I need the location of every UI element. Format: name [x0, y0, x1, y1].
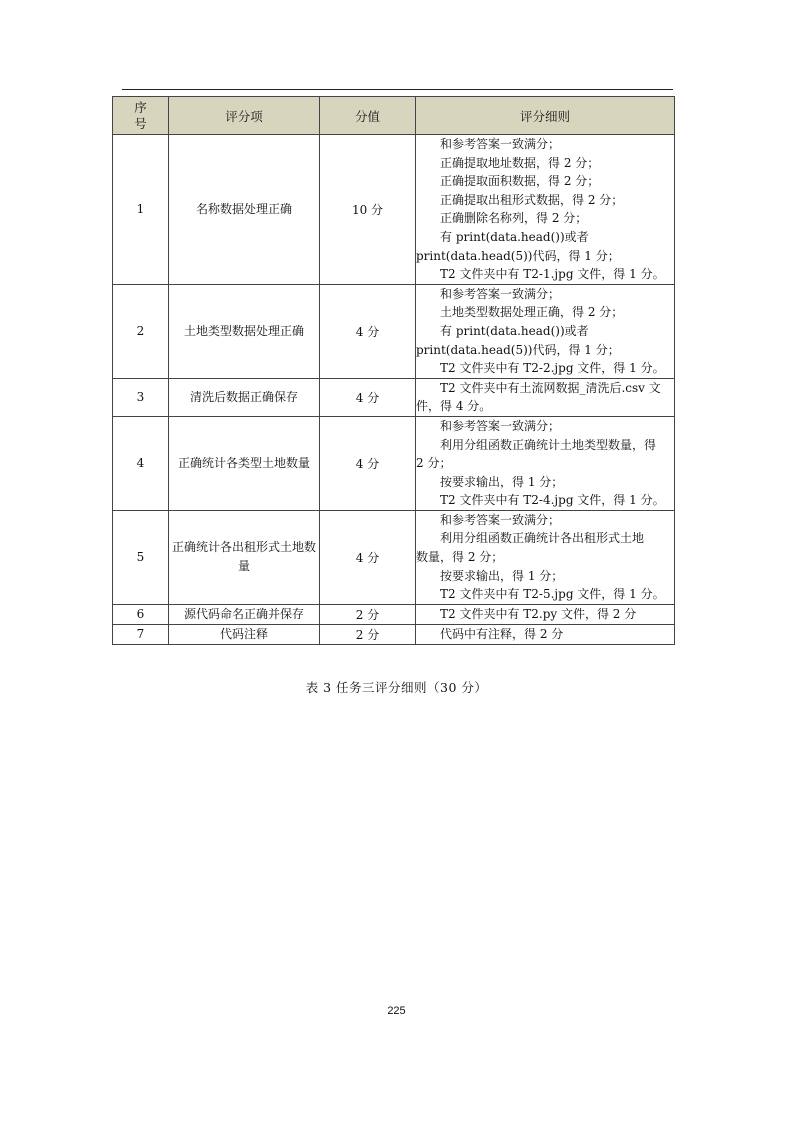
row-rules: [416, 378, 675, 416]
rule-line: T2 文件夹中有 T2-4.jpg 文件，得 1 分。: [440, 493, 665, 508]
rule-line: 件，得 4 分。: [416, 399, 492, 414]
rule-line: 和参考答案一致满分；: [440, 418, 561, 433]
row-seq: 7: [113, 624, 169, 644]
rule-line: T2 文件夹中有 T2-2.jpg 文件，得 1 分。: [440, 361, 665, 376]
row-score: 2 分: [320, 624, 416, 644]
rule-line: T2 文件夹中有 T2.py 文件，得 2 分: [440, 607, 637, 622]
rule-line: T2 文件夹中有 T2-5.jpg 文件，得 1 分。: [440, 587, 665, 602]
header-seq: [113, 97, 169, 135]
table-row: [113, 510, 675, 604]
rule-line: 和参考答案一致满分；: [440, 286, 561, 301]
row-item: 源代码命名正确并保存: [169, 604, 320, 624]
row-seq: 3: [113, 378, 169, 416]
row-score: 4 分: [320, 416, 416, 510]
header-score: 分值: [320, 97, 416, 135]
rule-line: 按要求输出，得 1 分；: [440, 568, 564, 583]
header-rule: [122, 89, 673, 90]
rule-line: 利用分组函数正确统计各出租形式土地: [440, 531, 645, 546]
scoring-table: [112, 96, 675, 645]
row-item: 代码注释: [169, 624, 320, 644]
rule-line: 数量，得 2 分；: [416, 550, 504, 565]
row-item: 土地类型数据处理正确: [169, 284, 320, 378]
row-item: 名称数据处理正确: [169, 135, 320, 285]
row-rules: [416, 135, 675, 285]
row-seq: 4: [113, 416, 169, 510]
header-rules: 评分细则: [416, 97, 675, 135]
rule-line: print(data.head(5))代码，得 1 分；: [416, 248, 620, 263]
rule-line: 按要求输出，得 1 分；: [440, 474, 564, 489]
table-row: [113, 624, 675, 644]
row-score: 4 分: [320, 284, 416, 378]
rule-line: 正确提取面积数据，得 2 分；: [440, 174, 600, 189]
row-score: 4 分: [320, 510, 416, 604]
rule-line: 土地类型数据处理正确，得 2 分；: [440, 305, 624, 320]
rule-line: 和参考答案一致满分；: [440, 137, 561, 151]
header-item: 评分项: [169, 97, 320, 135]
rule-line: 利用分组函数正确统计土地类型数量，得: [440, 437, 657, 452]
table-row: [113, 604, 675, 624]
rule-line: print(data.head(5))代码，得 1 分；: [416, 342, 620, 357]
rule-line: 代码中有注释，得 2 分: [440, 627, 564, 642]
row-score: 10 分: [320, 135, 416, 285]
row-seq: 6: [113, 604, 169, 624]
header-seq-line1: 序: [134, 99, 147, 115]
row-seq: 1: [113, 135, 169, 285]
rule-line: T2 文件夹中有 T2-1.jpg 文件，得 1 分。: [440, 267, 665, 282]
rule-line: 正确提取地址数据，得 2 分；: [440, 155, 600, 170]
rule-line: 有 print(data.head())或者: [440, 229, 589, 244]
row-rules: [416, 604, 675, 624]
table-caption: 表 3 任务三评分细则（30 分）: [305, 680, 488, 695]
row-rules: [416, 510, 675, 604]
header-seq-line2: 号: [134, 115, 147, 131]
rule-line: T2 文件夹中有土流网数据_清洗后.csv 文: [440, 380, 661, 395]
row-item: 清洗后数据正确保存: [169, 378, 320, 416]
table-row: [113, 378, 675, 416]
row-seq: 2: [113, 284, 169, 378]
row-rules: [416, 416, 675, 510]
row-item: 正确统计各出租形式土地数量: [169, 510, 320, 604]
row-score: 4 分: [320, 378, 416, 416]
row-seq: 5: [113, 510, 169, 604]
table-row: [113, 284, 675, 378]
rule-line: 正确提取出租形式数据，得 2 分；: [440, 192, 624, 207]
row-item: 正确统计各类型土地数量: [169, 416, 320, 510]
rule-line: 2 分；: [416, 456, 452, 471]
row-rules: [416, 624, 675, 644]
rule-line: 正确删除名称列，得 2 分；: [440, 211, 588, 226]
row-rules: [416, 284, 675, 378]
page-number: 225: [387, 1005, 406, 1017]
rule-line: 和参考答案一致满分；: [440, 512, 561, 527]
rule-line: 有 print(data.head())或者: [440, 323, 589, 338]
table-row: [113, 416, 675, 510]
row-score: 2 分: [320, 604, 416, 624]
table-header-row: [113, 97, 675, 135]
table-row: [113, 135, 675, 285]
